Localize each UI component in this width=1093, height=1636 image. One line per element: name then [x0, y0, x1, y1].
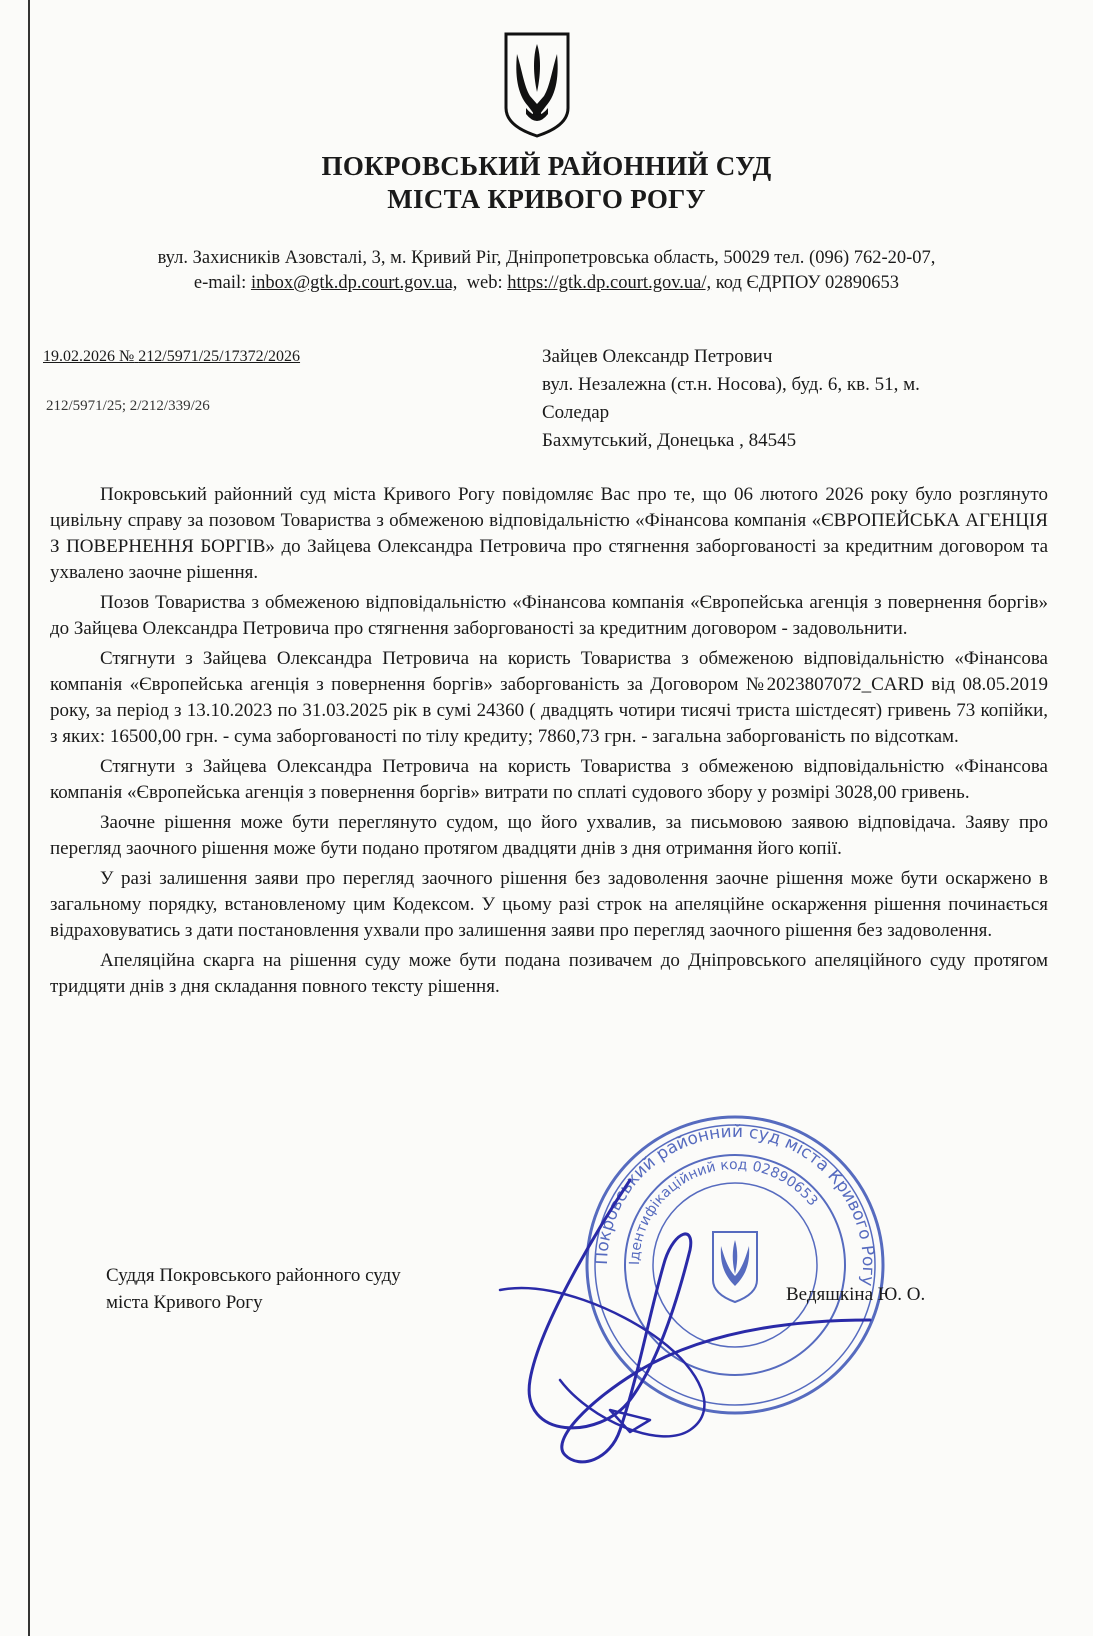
paragraph-5: Заочне рішення може бути переглянуто судом, що його ухвалив, за письмовою заявою відповідача. Заяву про перегляд заочного рішення може бути подано протягом двадцяти днів з дня отримання його копії.	[50, 812, 1048, 859]
court-contacts	[0, 246, 1093, 296]
paragraph-3: Стягнути з Зайцева Олександра Петровича на користь Товариства з обмеженою відповідальністю «Фінансова компанія «Європейська агенція з повернення боргів» заборгованість за Договором №2023807072_CARD від 08.05.2019 року, за період з 13.10.2023 по 31.03.2025 рік в сумі 24360 ( двадцять чотири тисячі триста шістдесят) гривень 73 копійки, з яких: 16500,00 грн. - сума заборгованості по тілу кредиту; 7860,73 грн. - загальна заборгованість по відсоткам.	[50, 648, 1048, 747]
case-numbers: 212/5971/25; 2/212/339/26	[46, 398, 210, 414]
recipient-address-line1: вул. Незалежна (ст.н. Носова), буд. 6, кв. 51, м.	[542, 374, 920, 395]
signature-block	[106, 1262, 401, 1316]
stamp-outer-text: Покровський районний суд міста Кривого Рогу	[591, 1121, 879, 1288]
outgoing-number: 212/5971/25/17372/2026	[138, 348, 301, 365]
recipient-block	[542, 343, 920, 455]
email-label: e-mail:	[193, 273, 247, 293]
paragraph-7: Апеляційна скарга на рішення суду може бути подана позивачем до Дніпровського апеляційного суду протягом тридцяти днів з дня складання повного тексту рішення.	[50, 950, 1048, 997]
number-sign: №	[119, 348, 135, 365]
court-address: вул. Захисників Азовсталі, 3, м. Кривий Ріг, Дніпропетровська область, 50029 тел. (096) 762-20-07,	[157, 248, 936, 268]
judge-title-line1: Суддя Покровського районного суду	[106, 1265, 401, 1286]
letter-date: 19.02.2026	[43, 348, 115, 365]
court-name-line1: ПОКРОВСЬКИЙ РАЙОННИЙ СУД	[321, 151, 772, 181]
paragraph-6: У разі залишення заяви про перегляд заочного рішення без задоволення заочне рішення може бути оскаржено в загальному порядку, встановленому цим Кодексом. У цьому разі строк на апеляційне оскарження рішення починається відраховуватись з дати постановлення ухвали про залишення заяви про перегляд заочного рішення без задоволення.	[50, 868, 1048, 941]
judge-title-line2: міста Кривого Рогу	[106, 1292, 263, 1313]
outgoing-reference	[43, 348, 300, 366]
recipient-name: Зайцев Олександр Петрович	[542, 346, 773, 367]
handwritten-signature	[470, 1170, 900, 1490]
recipient-address-line2: Соледар	[542, 402, 610, 423]
email-link[interactable]: inbox@gtk.dp.court.gov.ua,	[250, 273, 458, 293]
court-title	[0, 150, 1093, 216]
letter-body	[50, 482, 1048, 1004]
paragraph-4: Стягнути з Зайцева Олександра Петровича на користь Товариства з обмеженою відповідальністю «Фінансова компанія «Європейська агенція з повернення боргів» витрати по сплаті судового збору у розмірі 3028,00 гривень.	[50, 756, 1048, 803]
court-name-line2: МІСТА КРИВОГО РОГУ	[387, 184, 706, 214]
court-contact-line	[0, 271, 1093, 296]
stamp-inner-text: Ідентифікаційний код 02890653	[626, 1156, 821, 1266]
judge-name: Ведяшкіна Ю. О.	[786, 1284, 926, 1305]
web-label: web:	[466, 273, 503, 293]
paragraph-1: Покровський районний суд міста Кривого Рогу повідомляє Вас про те, що 06 лютого 2026 року було розглянуто цивільну справу за позовом Товариства з обмеженою відповідальністю «Фінансова компанія «ЄВРОПЕЙСЬКА АГЕНЦІЯ З ПОВЕРНЕННЯ БОРГІВ» до Зайцева Олександра Петровича про стягнення заборгованості за кредитним договором та ухвалено заочне рішення.	[50, 484, 1048, 583]
web-link[interactable]: https://gtk.dp.court.gov.ua/,	[507, 273, 712, 293]
edrpou-code: код ЄДРПОУ 02890653	[715, 273, 900, 293]
trident-emblem-icon	[502, 30, 572, 140]
recipient-address-line3: Бахмутський, Донецька , 84545	[542, 430, 797, 451]
paragraph-2: Позов Товариства з обмеженою відповідальністю «Фінансова компанія «Європейська агенція з повернення боргів» до Зайцева Олександра Петровича про стягнення заборгованості за кредитним договором - задовольнити.	[50, 592, 1048, 639]
